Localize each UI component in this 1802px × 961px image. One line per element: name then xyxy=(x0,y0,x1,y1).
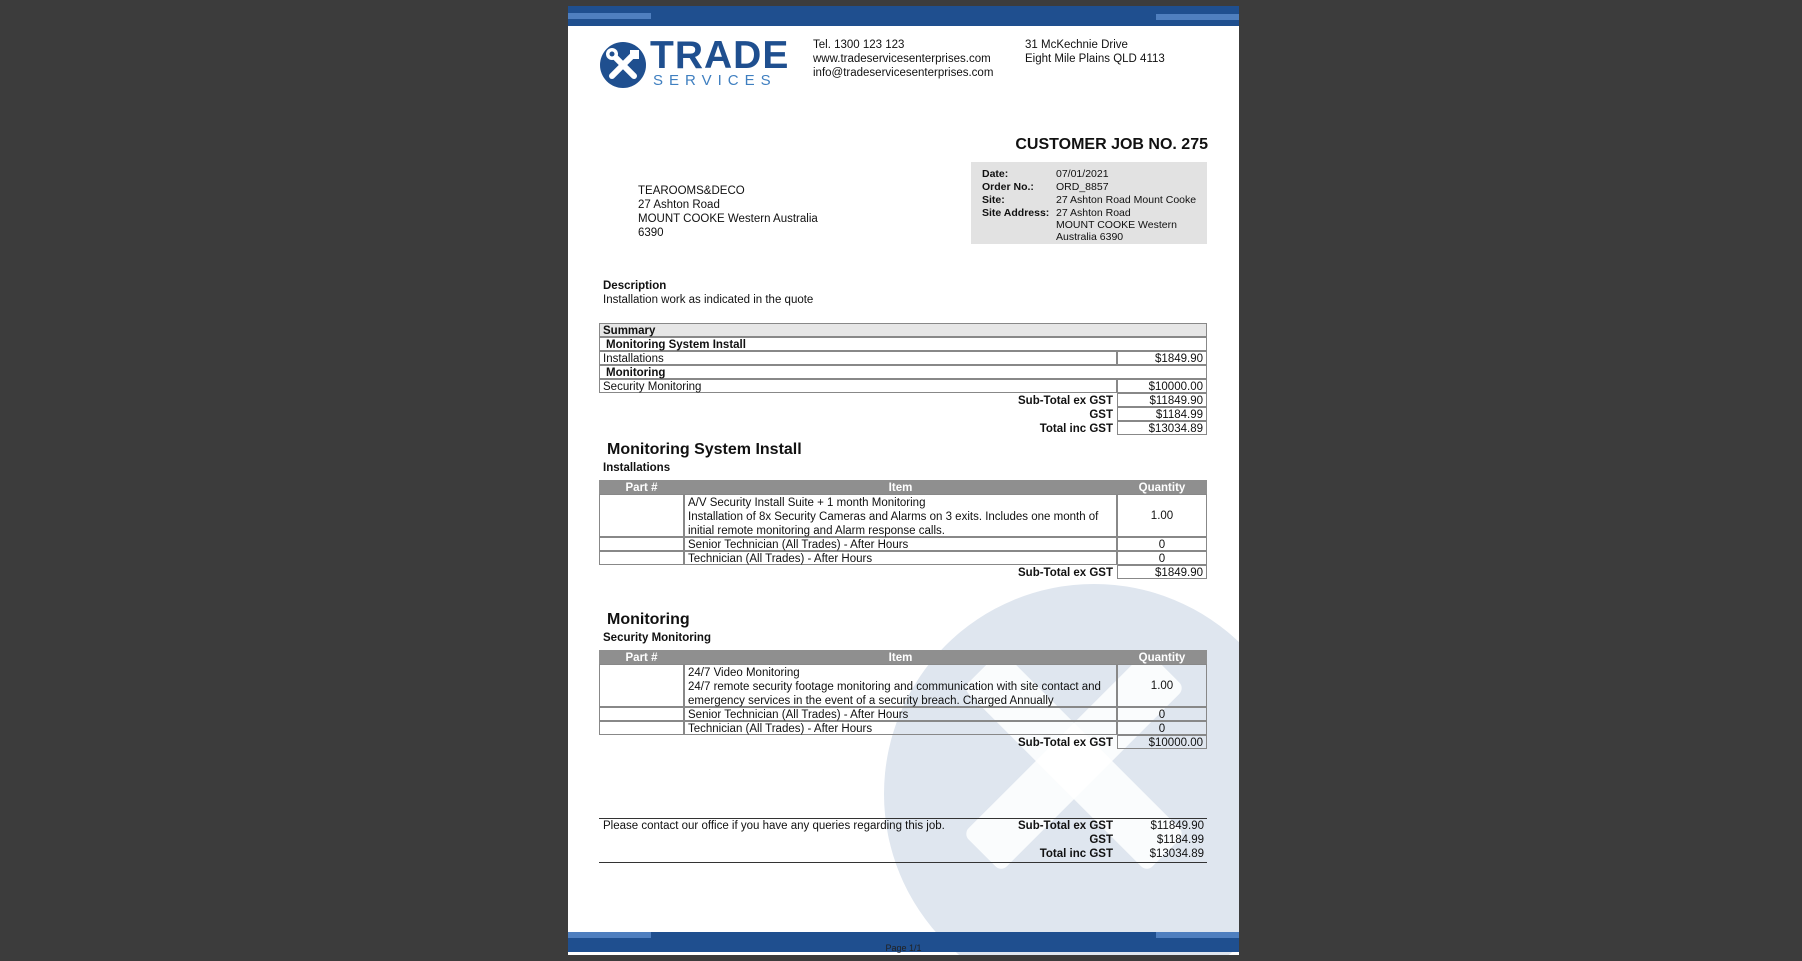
item-title: 24/7 Video Monitoring xyxy=(688,667,800,679)
table-row-part xyxy=(599,664,684,707)
summary-subtotal-value: $11849.90 xyxy=(1117,393,1207,407)
summary-row-2-value: $10000.00 xyxy=(1117,379,1207,393)
summary-row-1-value: $1849.90 xyxy=(1117,351,1207,365)
contact-tel: Tel. 1300 123 123 xyxy=(813,39,905,51)
table-row-qty: 1.00 xyxy=(1117,664,1207,707)
col-quantity: Quantity xyxy=(1117,480,1207,494)
address-line-1: 31 McKechnie Drive xyxy=(1025,39,1128,51)
date-label: Date: xyxy=(982,168,1009,180)
table-row-item: Technician (All Trades) - After Hours xyxy=(684,551,1117,565)
table-row-part xyxy=(599,551,684,565)
item-desc-2: emergency services in the event of a security breach. Charged Annually xyxy=(688,695,1054,707)
summary-subtotal-label: Sub-Total ex GST xyxy=(1018,395,1113,407)
col-quantity: Quantity xyxy=(1117,650,1207,664)
summary-total-label: Total inc GST xyxy=(1039,423,1113,435)
site-address-line-1: 27 Ashton Road xyxy=(1056,207,1131,219)
customer-postcode: 6390 xyxy=(638,227,664,239)
company-address xyxy=(1025,38,1165,66)
logo-services-text: SERVICES xyxy=(653,72,777,89)
table-row-item xyxy=(684,494,1117,537)
table-row-item: Technician (All Trades) - After Hours xyxy=(684,721,1117,735)
footer-total-label: Total inc GST xyxy=(1039,848,1113,860)
contact-web: www.tradeservicesenterprises.com xyxy=(813,53,991,65)
table-row-qty: 0 xyxy=(1117,551,1207,565)
document-page xyxy=(568,6,1239,955)
summary-header: Summary xyxy=(599,323,1207,337)
section-2-subtotal-value: $10000.00 xyxy=(1117,735,1207,749)
page-title: CUSTOMER JOB NO. 275 xyxy=(1015,136,1208,153)
item-desc-2: initial remote monitoring and Alarm response calls. xyxy=(688,525,945,537)
customer-address xyxy=(638,184,818,240)
job-info-box xyxy=(971,162,1207,244)
col-item: Item xyxy=(684,480,1117,494)
top-band xyxy=(568,6,1239,26)
contact-email: info@tradeservicesenterprises.com xyxy=(813,67,994,79)
summary-gst-value: $1184.99 xyxy=(1117,407,1207,421)
description-label: Description xyxy=(603,280,667,292)
footer-gst-label: GST xyxy=(1089,834,1113,846)
description-text: Installation work as indicated in the quote xyxy=(603,294,814,306)
section-1-subtitle: Installations xyxy=(603,462,671,474)
section-2-subtotal-label: Sub-Total ex GST xyxy=(1018,737,1113,749)
site-address-line-2: MOUNT COOKE Western xyxy=(1056,219,1177,231)
date-value: 07/01/2021 xyxy=(1056,168,1109,180)
table-row-part xyxy=(599,707,684,721)
logo-trade-text: TRADE xyxy=(650,34,790,77)
section-1-subtotal-label: Sub-Total ex GST xyxy=(1018,567,1113,579)
col-item: Item xyxy=(684,650,1117,664)
table-row-part xyxy=(599,721,684,735)
site-value: 27 Ashton Road Mount Cooke xyxy=(1056,194,1197,206)
footer-note: Please contact our office if you have any queries regarding this job. xyxy=(603,820,945,832)
summary-gst-label: GST xyxy=(1089,409,1113,421)
site-address-line-3: Australia 6390 xyxy=(1056,231,1124,243)
section-1-subtotal-value: $1849.90 xyxy=(1117,565,1207,579)
table-row-item: Senior Technician (All Trades) - After Hours xyxy=(684,707,1117,721)
footer-gst-value: $1184.99 xyxy=(1156,834,1204,846)
order-value: ORD_8857 xyxy=(1056,181,1109,193)
table-row-qty: 0 xyxy=(1117,721,1207,735)
page-number: Page 1/1 xyxy=(885,943,922,953)
table-row-qty: 0 xyxy=(1117,537,1207,551)
logo-icon xyxy=(600,42,646,88)
col-part: Part # xyxy=(599,650,684,664)
table-row-part xyxy=(599,494,684,537)
item-title: A/V Security Install Suite + 1 month Monitoring xyxy=(688,497,926,509)
footer-total-value: $13034.89 xyxy=(1149,848,1204,860)
site-address-label: Site Address: xyxy=(982,207,1050,219)
customer-name: TEAROOMS&DECO xyxy=(638,185,745,197)
footer-subtotal-value: $11849.90 xyxy=(1150,820,1204,832)
customer-street: 27 Ashton Road xyxy=(638,199,720,211)
summary-row-1-label: Installations xyxy=(599,351,1117,365)
item-desc-1: Installation of 8x Security Cameras and Alarms on 3 exits. Includes one month of xyxy=(688,511,1099,523)
address-line-2: Eight Mile Plains QLD 4113 xyxy=(1025,53,1165,65)
table-row-part xyxy=(599,537,684,551)
site-label: Site: xyxy=(982,194,1005,206)
table-row-item xyxy=(684,664,1117,707)
section-2-title: Monitoring xyxy=(607,611,690,628)
section-2-subtitle: Security Monitoring xyxy=(603,632,711,644)
summary-total-value: $13034.89 xyxy=(1117,421,1207,435)
description-block xyxy=(603,279,813,307)
summary-group-1: Monitoring System Install xyxy=(599,337,1207,351)
table-row-item: Senior Technician (All Trades) - After Hours xyxy=(684,537,1117,551)
footer-bottom-rule xyxy=(599,862,1207,863)
watermark-logo xyxy=(884,584,1239,955)
item-desc-1: 24/7 remote security footage monitoring and communication with site contact and xyxy=(688,681,1101,693)
table-row-qty: 1.00 xyxy=(1117,494,1207,537)
col-part: Part # xyxy=(599,480,684,494)
summary-group-2: Monitoring xyxy=(599,365,1207,379)
section-1-title: Monitoring System Install xyxy=(607,441,802,458)
summary-row-2-label: Security Monitoring xyxy=(599,379,1117,393)
contact-block xyxy=(813,38,993,80)
customer-city: MOUNT COOKE Western Australia xyxy=(638,213,818,225)
table-row-qty: 0 xyxy=(1117,707,1207,721)
order-label: Order No.: xyxy=(982,181,1034,193)
footer-subtotal-label: Sub-Total ex GST xyxy=(1018,820,1113,832)
